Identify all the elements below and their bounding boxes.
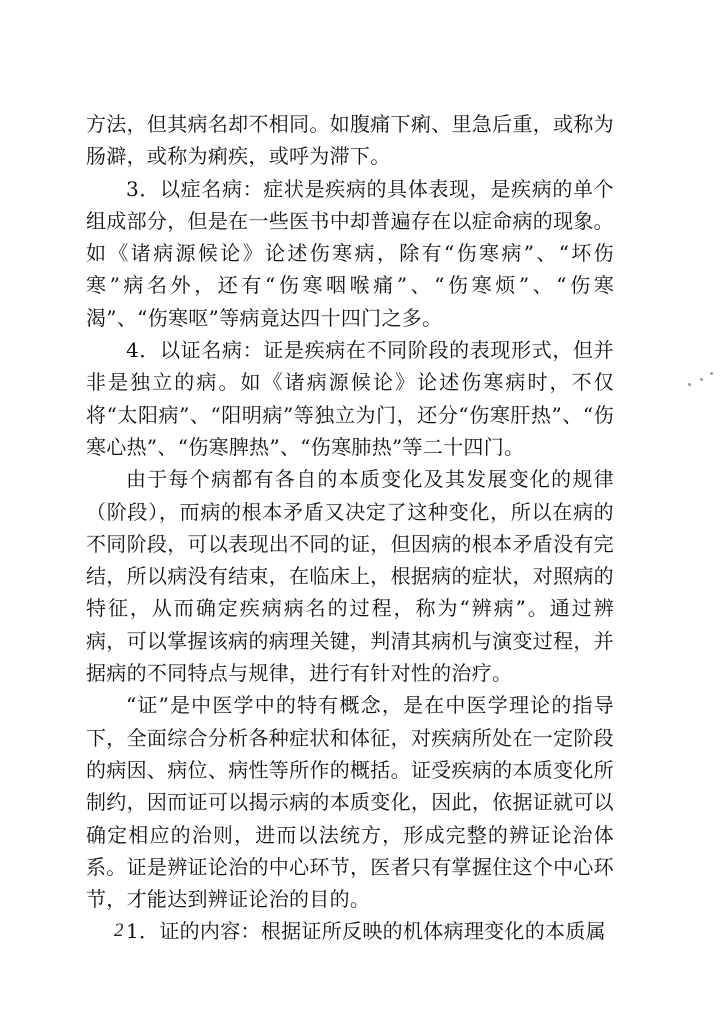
paragraph-naming-by-syndrome: 4．以证名病：证是疾病在不同阶段的表现形式，但并非是独立的病。如《诸病源候论》论述伤寒病时，不仅将“太阳病”、“阳明病”等独立为门，还分“伤寒肝热”、“伤寒心热”、“伤寒脾热”、“伤寒肺热”等二十四门。 bbox=[86, 338, 614, 459]
page-number: 2 bbox=[114, 920, 124, 941]
scan-speck bbox=[688, 383, 691, 386]
paragraph-naming-by-symptom: 3．以症名病：症状是疾病的具体表现，是疾病的单个组成部分，但是在一些医书中却普遍存在以症命病的现象。如《诸病源候论》论述伤寒病，除有“伤寒病”、“坏伤寒”病名外，还有“伤寒咽喉痛”、“伤寒烦”、“伤寒渴”、“伤寒呕”等病竟达四十四门之多。 bbox=[86, 176, 614, 330]
paragraph-syndrome-concept: “证”是中医学中的特有概念，是在中医学理论的指导下，全面综合分析各种症状和体征，对疾病所处在一定阶段的病因、病位、病性等所作的概括。证受疾病的本质变化所制约，因而证可以揭示病的本质变化，因此，依据证就可以确定相应的治则，进而以法统方，形成完整的辨证论治体系。证是辨证论治的中心环节，医者只有掌握住这个中心环节，才能达到辨证论治的目的。 bbox=[86, 693, 614, 912]
paragraph-syndrome-content: 1．证的内容：根据证所反映的机体病理变化的本质属 bbox=[126, 919, 606, 944]
body-text bbox=[86, 108, 614, 948]
scan-speck bbox=[700, 378, 703, 381]
paragraph-disease-differentiation: 由于每个病都有各自的本质变化及其发展变化的规律（阶段），而病的根本矛盾又决定了这种变化，所以在病的不同阶段，可以表现出不同的证，但因病的根本矛盾没有完结，所以病没有结束，在临床上，根据病的症状，对照病的特征，从而确定疾病病名的过程，称为“辨病”。通过辨病，可以掌握该病的病理关键，判清其病机与演变过程，并据病的不同特点与规律，进行有针对性的治疗。 bbox=[86, 467, 614, 686]
paragraph-continuation: 方法，但其病名却不相同。如腹痛下痢、里急后重，或称为肠澼，或称为痢疾，或呼为滞下。 bbox=[86, 112, 614, 169]
scan-speck bbox=[710, 372, 713, 375]
